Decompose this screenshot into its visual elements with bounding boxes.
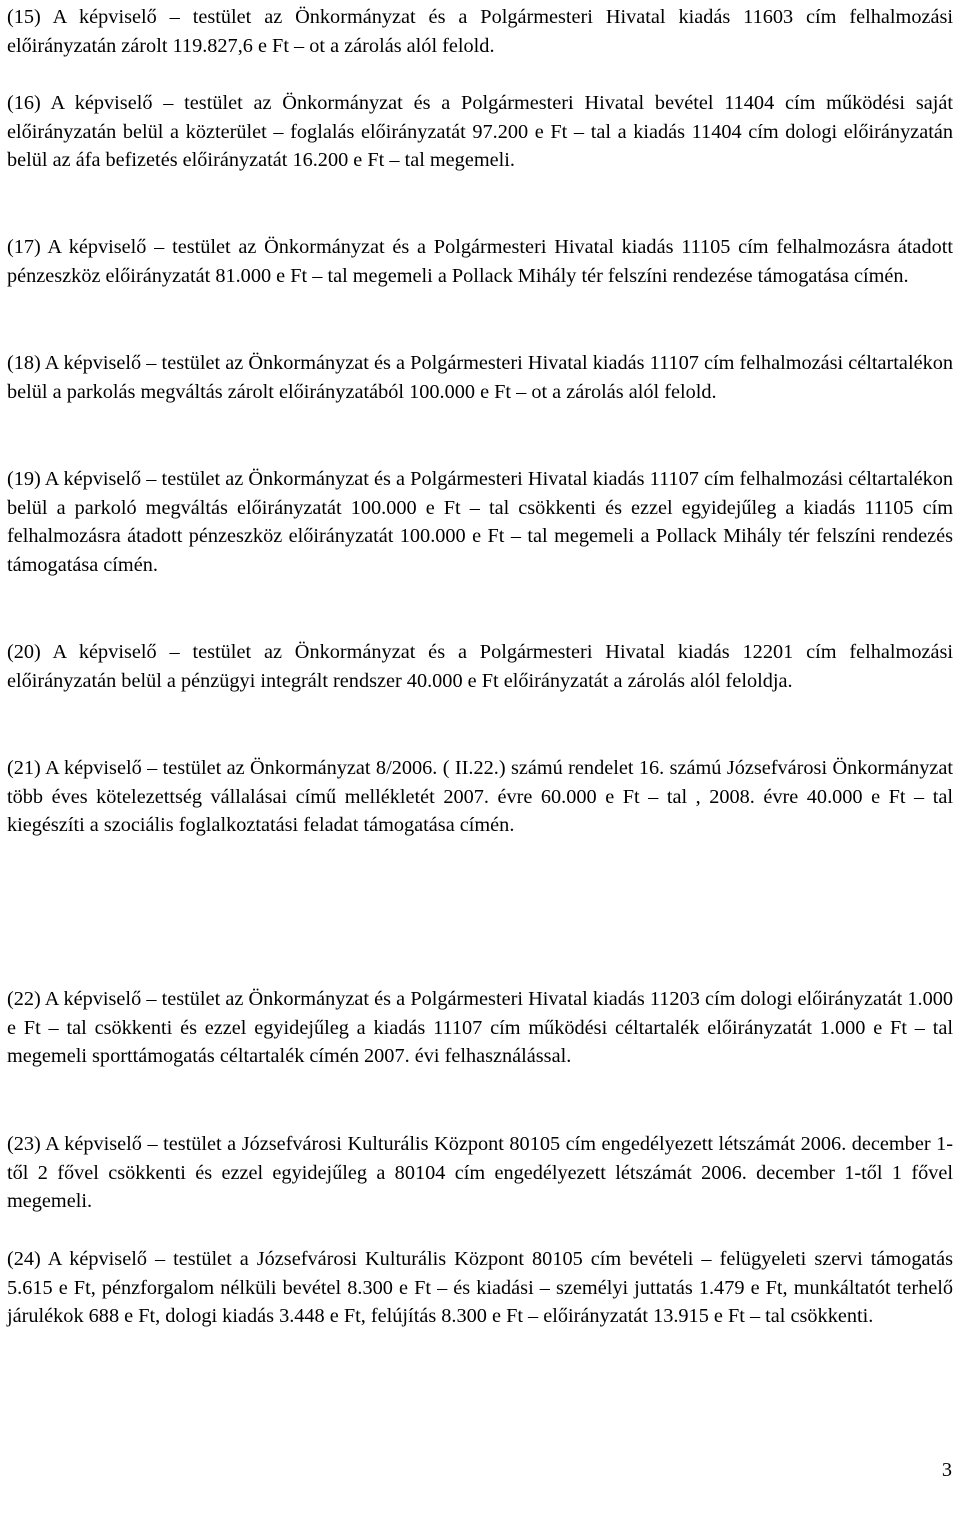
- paragraph-22: (22) A képviselő – testület az Önkormányzat és a Polgármesteri Hivatal kiadás 11203 cím dologi előirányzatát 1.000 e Ft – tal csökkenti és ezzel egyidejűleg a kiadás 11107 cím működési céltartalék előirányzatát 1.000 e Ft – tal megemeli sporttámogatás céltartalék címén 2007. évi felhasználással.: [7, 988, 953, 1067]
- paragraph-15: (15) A képviselő – testület az Önkormányzat és a Polgármesteri Hivatal kiadás 11603 cím felhalmozási előirányzatán zárolt 119.827,6 e Ft – ot a zárolás alól felold.: [7, 6, 953, 57]
- paragraph-20: (20) A képviselő – testület az Önkormányzat és a Polgármesteri Hivatal kiadás 12201 cím felhalmozási előirányzatán belül a pénzügyi integrált rendszer 40.000 e Ft előirányzatát a zárolás alól feloldja.: [7, 641, 953, 692]
- paragraph-16: (16) A képviselő – testület az Önkormányzat és a Polgármesteri Hivatal bevétel 11404 cím működési saját előirányzatán belül a közterület – foglalás előirányzatát 97.200 e Ft – tal a kiadás 11404 cím dologi előirányzatán belül az áfa befizetés előirányzatát 16.200 e Ft – tal megemeli.: [7, 92, 953, 171]
- paragraph-21: (21) A képviselő – testület az Önkormányzat 8/2006. ( II.22.) számú rendelet 16. számú Józsefvárosi Önkormányzat több éves kötelezettség vállalásai című mellékletét 2007. évre 60.000 e Ft – tal , 2008. évre 40.000 e Ft – tal kiegészíti a szociális foglalkoztatási feladat támogatása címén.: [7, 757, 953, 836]
- page-number: 3: [941, 1459, 952, 1481]
- paragraph-17: (17) A képviselő – testület az Önkormányzat és a Polgármesteri Hivatal kiadás 11105 cím felhalmozásra átadott pénzeszköz előirányzatát 81.000 e Ft – tal megemeli a Pollack Mihály tér felszíni rendezése támogatása címén.: [7, 236, 953, 287]
- paragraph-19: (19) A képviselő – testület az Önkormányzat és a Polgármesteri Hivatal kiadás 11107 cím felhalmozási céltartalékon belül a parkoló megváltás előirányzatát 100.000 e Ft – tal csökkenti és ezzel egyidejűleg a kiadás 11105 cím felhalmozásra átadott pénzeszköz előirányzatát 100.000 e Ft – tal megemeli a Pollack Mihály tér felszíni rendezés támogatása címén.: [7, 468, 953, 576]
- paragraph-24: (24) A képviselő – testület a Józsefvárosi Kulturális Központ 80105 cím bevételi – felügyeleti szervi támogatás 5.615 e Ft, pénzforgalom nélküli bevétel 8.300 e Ft – és kiadási – személyi juttatás 1.479 e Ft, munkáltatót terhelő járulékok 688 e Ft, dologi kiadás 3.448 e Ft, felújítás 8.300 e Ft – előirányzatát 13.915 e Ft – tal csökkenti.: [7, 1248, 953, 1327]
- paragraph-23: (23) A képviselő – testület a Józsefvárosi Kulturális Központ 80105 cím engedélyezett létszámát 2006. december 1-től 2 fővel csökkenti és ezzel egyidejűleg a 80104 cím engedélyezett létszámát 2006. december 1-től 1 fővel megemeli.: [7, 1133, 953, 1212]
- paragraph-18: (18) A képviselő – testület az Önkormányzat és a Polgármesteri Hivatal kiadás 11107 cím felhalmozási céltartalékon belül a parkolás megváltás zárolt előirányzatából 100.000 e Ft – ot a zárolás alól felold.: [7, 352, 953, 403]
